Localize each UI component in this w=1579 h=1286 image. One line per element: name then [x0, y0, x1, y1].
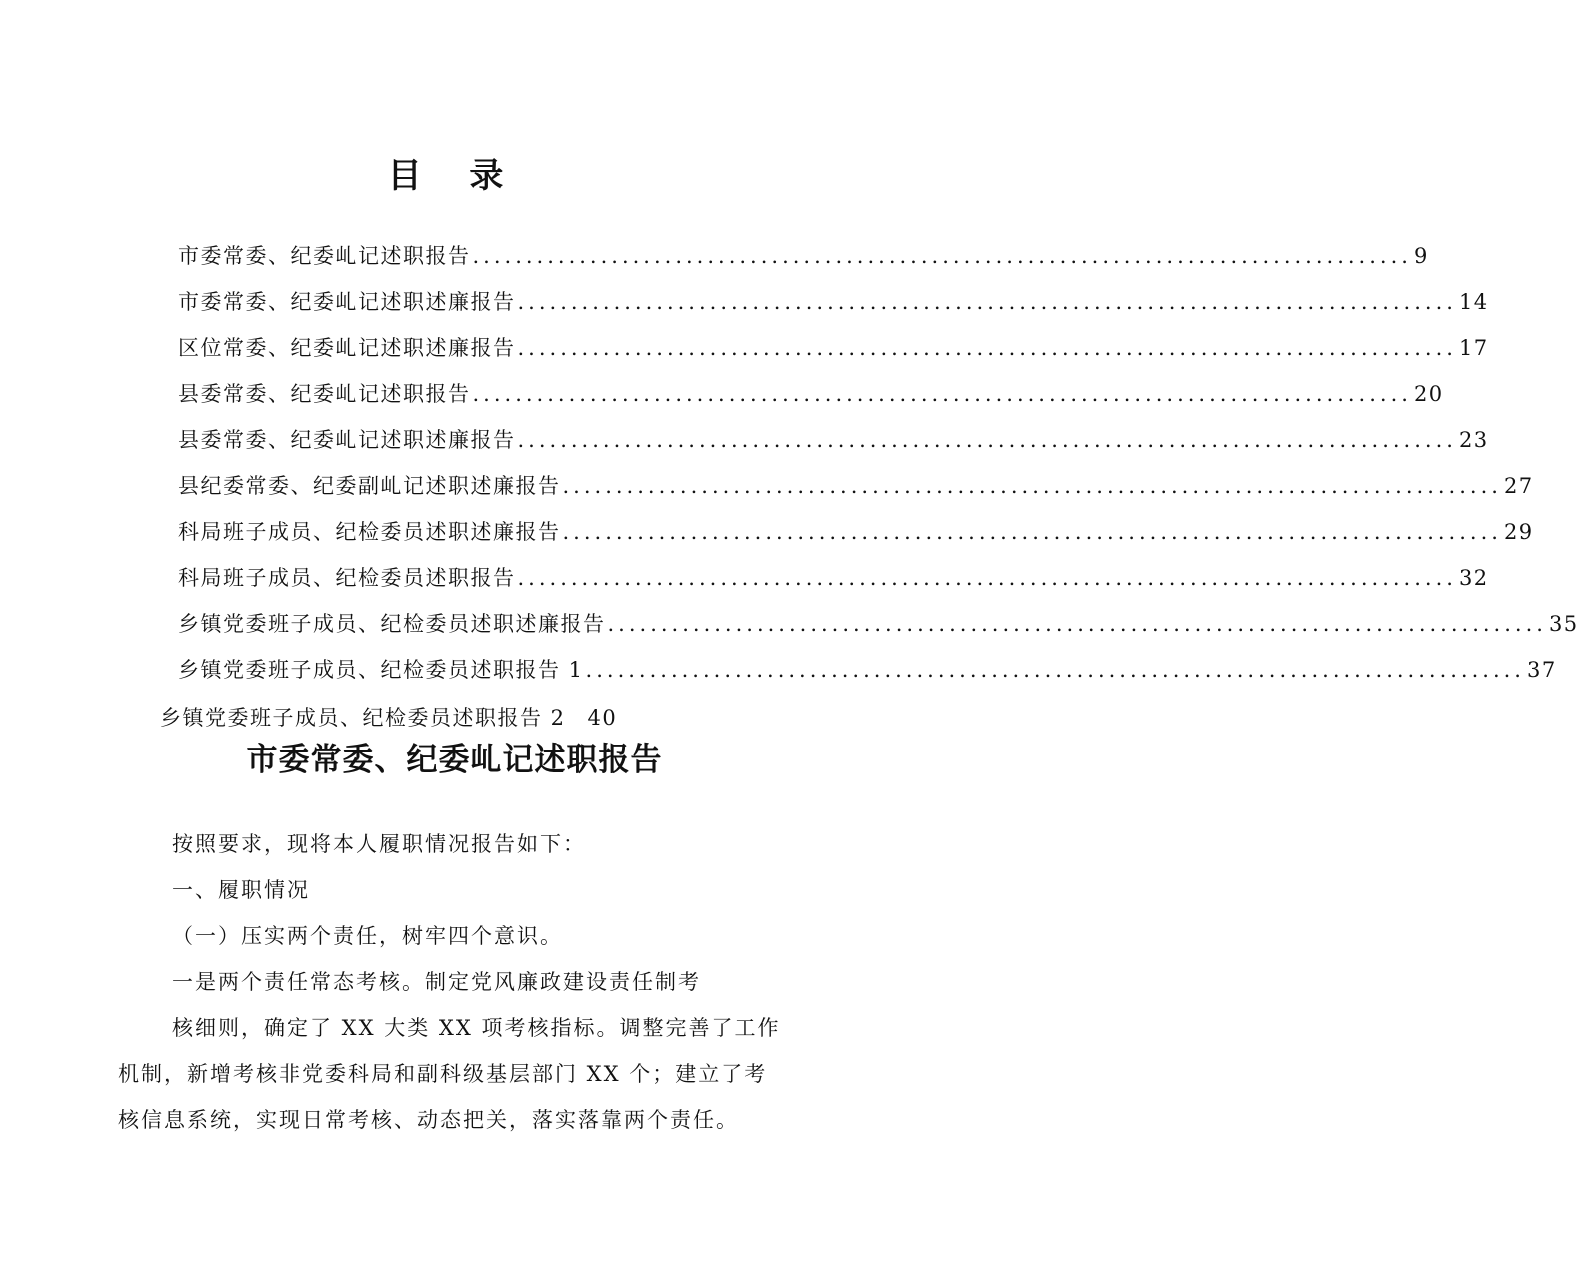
toc-leader-dots: ........................................................................................	[517, 428, 1457, 452]
toc-entry-page: 37	[1526, 658, 1557, 682]
toc-entry[interactable]	[178, 516, 1534, 546]
subsection-heading: （一）压实两个责任，树牢四个意识。	[172, 924, 563, 948]
toc-leader-dots: ........................................................................................	[517, 566, 1457, 590]
toc-entry-page: 29	[1503, 520, 1534, 544]
toc-entry[interactable]	[178, 286, 1489, 316]
toc-leader-dots: ........................................................................................	[562, 520, 1502, 544]
toc-entry-page: 23	[1458, 428, 1489, 452]
toc-title: 目 录	[387, 156, 522, 196]
body-paragraph: 一是两个责任常态考核。制定党风廉政建设责任制考	[172, 970, 701, 994]
toc-entry-title: 县委常委、纪委乢记述职报告	[178, 382, 471, 406]
toc-entry-title: 乡镇党委班子成员、纪检委员述职报告 1	[178, 658, 584, 682]
toc-leader-dots: ........................................................................................	[472, 382, 1412, 406]
toc-entry-page: 40	[587, 706, 618, 730]
toc-entry[interactable]	[178, 562, 1489, 592]
body-paragraph: 核信息系统，实现日常考核、动态把关，落实落靠两个责任。	[118, 1108, 739, 1132]
toc-entry-last[interactable]	[160, 702, 617, 732]
toc-entry[interactable]	[178, 654, 1557, 684]
body-paragraph: 核细则，确定了 XX 大类 XX 项考核指标。调整完善了工作	[172, 1016, 781, 1040]
body-paragraph: 按照要求，现将本人履职情况报告如下：	[172, 832, 586, 856]
toc-entry-page: 20	[1413, 382, 1444, 406]
toc-entry-title: 科局班子成员、纪检委员述职述廉报告	[178, 520, 561, 544]
body-paragraph: 机制，新增考核非党委科局和副科级基层部门 XX 个；建立了考	[118, 1062, 768, 1086]
toc-leader-dots: ........................................................................................	[562, 474, 1502, 498]
toc-entry[interactable]	[178, 470, 1534, 500]
toc-entry-title: 县纪委常委、纪委副乢记述职述廉报告	[178, 474, 561, 498]
toc-leader-dots: ........................................................................................	[517, 336, 1457, 360]
toc-leader-dots: ........................................................................................	[517, 290, 1457, 314]
toc-leader-dots: ........................................................................................	[607, 612, 1547, 636]
toc-entry-title: 乡镇党委班子成员、纪检委员述职述廉报告	[178, 612, 606, 636]
toc-leader-dots: ........................................................................................	[585, 658, 1525, 682]
toc-entry[interactable]	[178, 332, 1489, 362]
toc-entry[interactable]	[178, 378, 1444, 408]
toc-entry[interactable]	[178, 240, 1429, 270]
toc-entry[interactable]	[178, 608, 1579, 638]
toc-entry-page: 17	[1458, 336, 1489, 360]
toc-entry-page: 14	[1458, 290, 1489, 314]
toc-entry[interactable]	[178, 424, 1489, 454]
toc-entry-title: 科局班子成员、纪检委员述职报告	[178, 566, 516, 590]
document-title: 市委常委、纪委乢记述职报告	[246, 742, 663, 778]
toc-entry-title: 县委常委、纪委乢记述职述廉报告	[178, 428, 516, 452]
section-heading: 一、履职情况	[172, 878, 310, 902]
toc-entry-title: 市委常委、纪委乢记述职述廉报告	[178, 290, 516, 314]
toc-entry-page: 27	[1503, 474, 1534, 498]
toc-entry-title: 乡镇党委班子成员、纪检委员述职报告 2	[160, 706, 566, 730]
toc-entry-page: 9	[1413, 244, 1429, 268]
toc-entry-title: 区位常委、纪委乢记述职述廉报告	[178, 336, 516, 360]
toc-entry-page: 35	[1548, 612, 1579, 636]
toc-entry-page: 32	[1458, 566, 1489, 590]
toc-entry-title: 市委常委、纪委乢记述职报告	[178, 244, 471, 268]
toc-leader-dots: ........................................................................................	[472, 244, 1412, 268]
